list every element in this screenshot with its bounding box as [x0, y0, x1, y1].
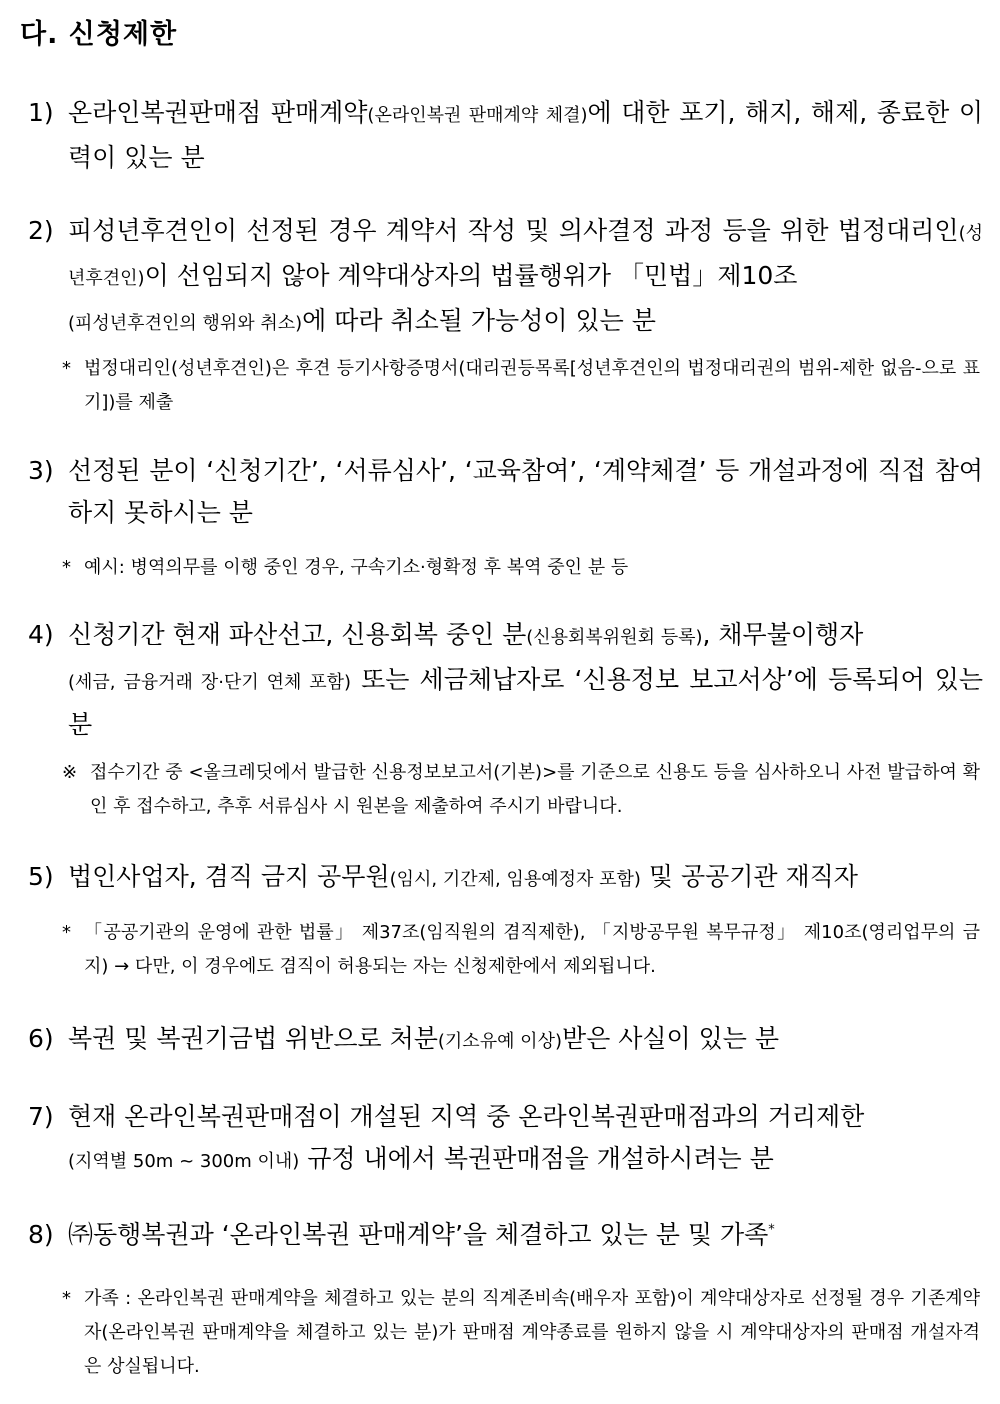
item-2-note	[62, 352, 980, 420]
item-text: 현재 온라인복권판매점이 개설된 지역 중 온라인복권판매점과의 거리제한 (지역별 50m ~ 300m 이내) 규정 내에서 복권판매점을 개설하시려는 분	[68, 1102, 865, 1173]
item-number: 1)	[28, 98, 54, 127]
item-text: 복권 및 복권기금법 위반으로 처분(기소유예 이상)받은 사실이 있는 분	[68, 1024, 780, 1053]
item-number: 8)	[28, 1220, 54, 1249]
note-text: 가족 : 온라인복권 판매계약을 체결하고 있는 분의 직계존비속(배우자 포함)이 계약대상자로 선정될 경우 기존계약자(온라인복권 판매계약을 체결하고 있는 분)가 판매점 계약종료를 원하지 않을 시 계약대상자의 판매점 개설자격은 상실됩니다.	[84, 1288, 980, 1377]
item-8-note	[62, 1282, 980, 1384]
footnote-marker: *	[768, 1222, 775, 1238]
section-title: 다. 신청제한	[20, 19, 178, 50]
item-text: 온라인복권판매점 판매계약(온라인복권 판매계약 체결)에 대한 포기, 해지, 해제, 종료한 이력이 있는 분	[68, 98, 983, 172]
note-text: 「공공기관의 운영에 관한 법률」 제37조(임직원의 겸직제한), 「지방공무원 복무규정」 제10조(영리업무의 금지) → 다만, 이 경우에도 겸직이 허용되는 자는 신청제한에서 제외됩니다.	[84, 922, 980, 977]
restriction-item-7	[28, 1096, 983, 1183]
item-number: 3)	[28, 456, 54, 485]
restriction-item-6	[28, 1018, 983, 1063]
restriction-item-3	[28, 450, 983, 534]
restriction-item-8	[28, 1214, 983, 1256]
item-number: 6)	[28, 1024, 54, 1053]
note-text: 예시: 병역의무를 이행 중인 경우, 구속기소·형확정 후 복역 중인 분 등	[84, 557, 629, 578]
restriction-item-5	[28, 856, 983, 901]
restriction-item-1	[28, 92, 983, 179]
note-text: 법정대리인(성년후견인)은 후견 등기사항증명서(대리권등목록[성년후견인의 법정대리권의 범위-제한 없음-으로 표기])를 제출	[84, 358, 980, 413]
item-number: 2)	[28, 216, 54, 245]
item-text: ㈜동행복권과 ‘온라인복권 판매계약’을 체결하고 있는 분 및 가족*	[68, 1220, 775, 1249]
item-number: 4)	[28, 620, 54, 649]
note-text: 접수기간 중 <올크레딧에서 발급한 신용정보보고서(기본)>를 기준으로 신용도 등을 심사하오니 사전 발급하여 확인 후 접수하고, 추후 서류심사 시 원본을 제출하여 주시기 바랍니다.	[90, 762, 980, 817]
item-text: 선정된 분이 ‘신청기간’, ‘서류심사’, ‘교육참여’, ‘계약체결’ 등 개설과정에 직접 참여하지 못하시는 분	[68, 456, 983, 527]
note-asterisk: *	[62, 557, 71, 578]
item-number: 5)	[28, 862, 54, 891]
item-number: 7)	[28, 1102, 54, 1131]
item-4-note	[62, 756, 980, 824]
note-asterisk: *	[62, 922, 71, 943]
item-text: 법인사업자, 겸직 금지 공무원(임시, 기간제, 임용예정자 포함) 및 공공기관 재직자	[68, 862, 858, 891]
note-reference-mark: ※	[62, 762, 78, 783]
item-text: 신청기간 현재 파산선고, 신용회복 중인 분(신용회복위원회 등록), 채무불이행자 (세금, 금융거래 장·단기 연체 포함) 또는 세금체납자로 ‘신용정보 보고서상’에 등록되어 있는 분	[68, 620, 984, 739]
item-text: 피성년후견인이 선정된 경우 계약서 작성 및 의사결정 과정 등을 위한 법정대리인(성년후견인)이 선임되지 않아 계약대상자의 법률행위가 「민법」제10조 (피성년후견인의 행위와 취소)에 따라 취소될 가능성이 있는 분	[68, 216, 983, 335]
note-asterisk: *	[62, 358, 71, 379]
restriction-item-2	[28, 210, 983, 345]
item-5-note	[62, 916, 980, 984]
restriction-item-4	[28, 614, 983, 746]
note-asterisk: *	[62, 1288, 71, 1309]
item-3-note	[62, 551, 980, 585]
